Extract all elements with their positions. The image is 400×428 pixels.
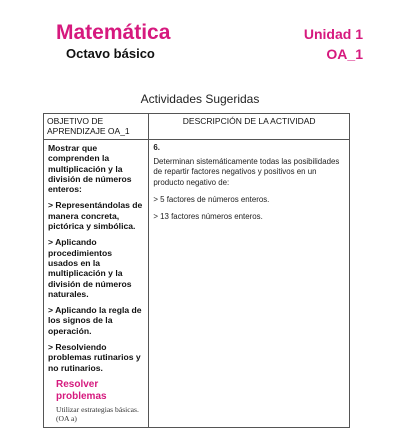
description-cell <box>149 140 350 428</box>
header-right <box>304 26 363 63</box>
oa-label: OA_1 <box>326 46 363 62</box>
table-row <box>44 140 350 428</box>
activities-table <box>43 113 350 428</box>
activity-text: Determinan sistemáticamente todas las posibilidades de repartir factores negativos y positivos en un producto negativo de: <box>153 157 340 187</box>
skill-name: Resolver problemas <box>56 378 107 402</box>
skill-ref: (OA a) <box>56 414 77 424</box>
activity-item: > 5 factores de números enteros. <box>153 194 270 204</box>
col-header-objective: OBJETIVO DE APRENDIZAJE OA_1 <box>44 114 149 140</box>
skill-desc: Utilizar estrategias básicas. <box>56 404 139 414</box>
activity-number: 6. <box>153 143 160 152</box>
objective-cell <box>44 140 149 428</box>
section-title: Actividades Sugeridas <box>140 92 260 106</box>
grade-subtitle: Octavo básico <box>66 46 155 61</box>
objective-item: > Aplicando la regla de los signos de la operación. <box>48 305 142 336</box>
unit-label: Unidad 1 <box>303 26 363 42</box>
objective-item: > Resolviendo problemas rutinarios y no rutinarios. <box>48 342 141 373</box>
header-left <box>56 22 170 62</box>
col-header-description: DESCRIPCIÓN DE LA ACTIVIDAD <box>149 114 350 140</box>
objective-item: > Aplicando procedimientos usados en la multiplicación y la división de números naturales. <box>48 237 132 299</box>
objective-intro: Mostrar que comprenden la multiplicación y la división de números enteros: <box>48 143 132 195</box>
activity-item: > 13 factores números enteros. <box>153 212 263 222</box>
subject-title: Matemática <box>56 21 171 44</box>
table-header-row <box>44 114 350 140</box>
objective-item: > Representándolas de manera concreta, pictórica y simbólica. <box>48 200 143 232</box>
